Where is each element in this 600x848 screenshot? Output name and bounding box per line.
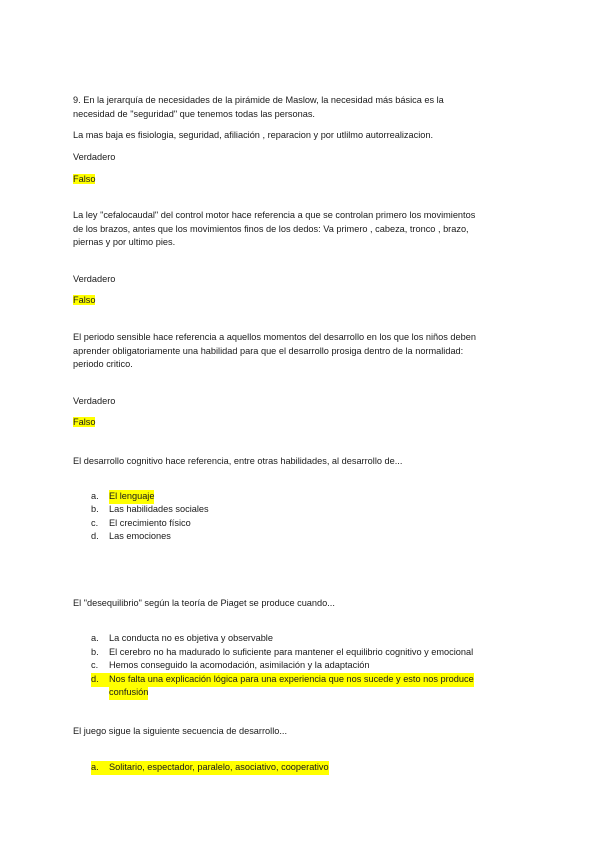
q14-option-a-marker: a. <box>91 761 109 775</box>
q10-line3: piernas y por ultimo pies. <box>73 237 176 247</box>
q13-option-a <box>91 632 273 646</box>
q13-option-c-marker: c. <box>91 660 99 670</box>
q13-option-b <box>91 646 474 660</box>
q9-explanation: La mas baja es fisiologia, seguridad, afiliación , reparacion y por utlilmo autorrealizacion. <box>73 130 434 140</box>
q10-line2: de los brazos, antes que los movimientos finos de los dedos: Va primero , cabeza, tronco , brazo, <box>73 223 469 234</box>
q11-option-true: Verdadero <box>73 396 116 406</box>
q13-option-d-marker: d. <box>91 673 109 687</box>
q9-answer-highlight: Falso <box>73 174 96 184</box>
q13-option-a-marker: a. <box>91 633 99 643</box>
q12-option-d <box>91 530 171 544</box>
q10-statement <box>73 209 523 250</box>
q9-option-false <box>73 173 523 187</box>
q9-option-true: Verdadero <box>73 152 116 162</box>
q12-option-a-marker: a. <box>91 491 99 501</box>
q12-option-b <box>91 503 209 517</box>
q13-question: El "desequilibrio" según la teoría de Piaget se produce cuando... <box>73 598 335 608</box>
q13-option-a-text: La conducta no es objetiva y observable <box>109 633 273 643</box>
q12-option-a-text: El lenguaje <box>109 490 154 504</box>
q14-question: El juego sigue la siguiente secuencia de desarrollo... <box>73 726 287 736</box>
q14-option-a <box>91 761 329 775</box>
q11-line2: aprender obligatoriamente una habilidad para que el desarrollo prosiga dentro de la normalidad: <box>73 345 464 356</box>
q11-line3: periodo critico. <box>73 359 133 369</box>
q13-option-d-text-line2: confusión <box>109 686 148 700</box>
q9-statement <box>73 94 523 121</box>
q14-option-a-text: Solitario, espectador, paralelo, asociativo, cooperativo <box>109 761 329 775</box>
q12-option-a <box>91 490 155 504</box>
q12-option-d-marker: d. <box>91 531 99 541</box>
q10-option-false <box>73 294 523 308</box>
q13-option-b-text: El cerebro no ha madurado lo suficiente para mantener el equilibrio cognitivo y emocional <box>109 647 474 657</box>
q11-statement <box>73 331 523 372</box>
q10-option-true: Verdadero <box>73 274 116 284</box>
q9-statement-line2: necesidad de "seguridad" que tenemos todas las personas. <box>73 108 315 119</box>
q13-option-d <box>91 673 474 687</box>
q11-answer-highlight: Falso <box>73 417 96 427</box>
q13-option-d-continuation <box>91 686 149 700</box>
q13-option-c-text: Hemos conseguido la acomodación, asimilación y la adaptación <box>109 660 370 670</box>
q11-option-false <box>73 416 523 430</box>
q12-option-c-marker: c. <box>91 518 99 528</box>
q10-answer-highlight: Falso <box>73 295 96 305</box>
q12-option-d-text: Las emociones <box>109 531 171 541</box>
q13-option-b-marker: b. <box>91 647 99 657</box>
q10-line1: La ley "cefalocaudal" del control motor hace referencia a que se controlan primero los movimientos <box>73 210 476 220</box>
q12-question: El desarrollo cognitivo hace referencia, entre otras habilidades, al desarrollo de... <box>73 456 403 466</box>
q12-option-b-marker: b. <box>91 504 99 514</box>
q12-option-c <box>91 517 191 531</box>
q12-option-b-text: Las habilidades sociales <box>109 504 209 514</box>
q11-line1: El periodo sensible hace referencia a aquellos momentos del desarrollo en los que los niños deben <box>73 332 476 342</box>
q13-option-c <box>91 659 370 673</box>
q9-statement-line1: 9. En la jerarquía de necesidades de la pirámide de Maslow, la necesidad más básica es la <box>73 95 444 105</box>
q13-option-d-text-line1: Nos falta una explicación lógica para una experiencia que nos sucede y esto nos produce <box>109 673 474 687</box>
q12-option-c-text: El crecimiento físico <box>109 518 191 528</box>
